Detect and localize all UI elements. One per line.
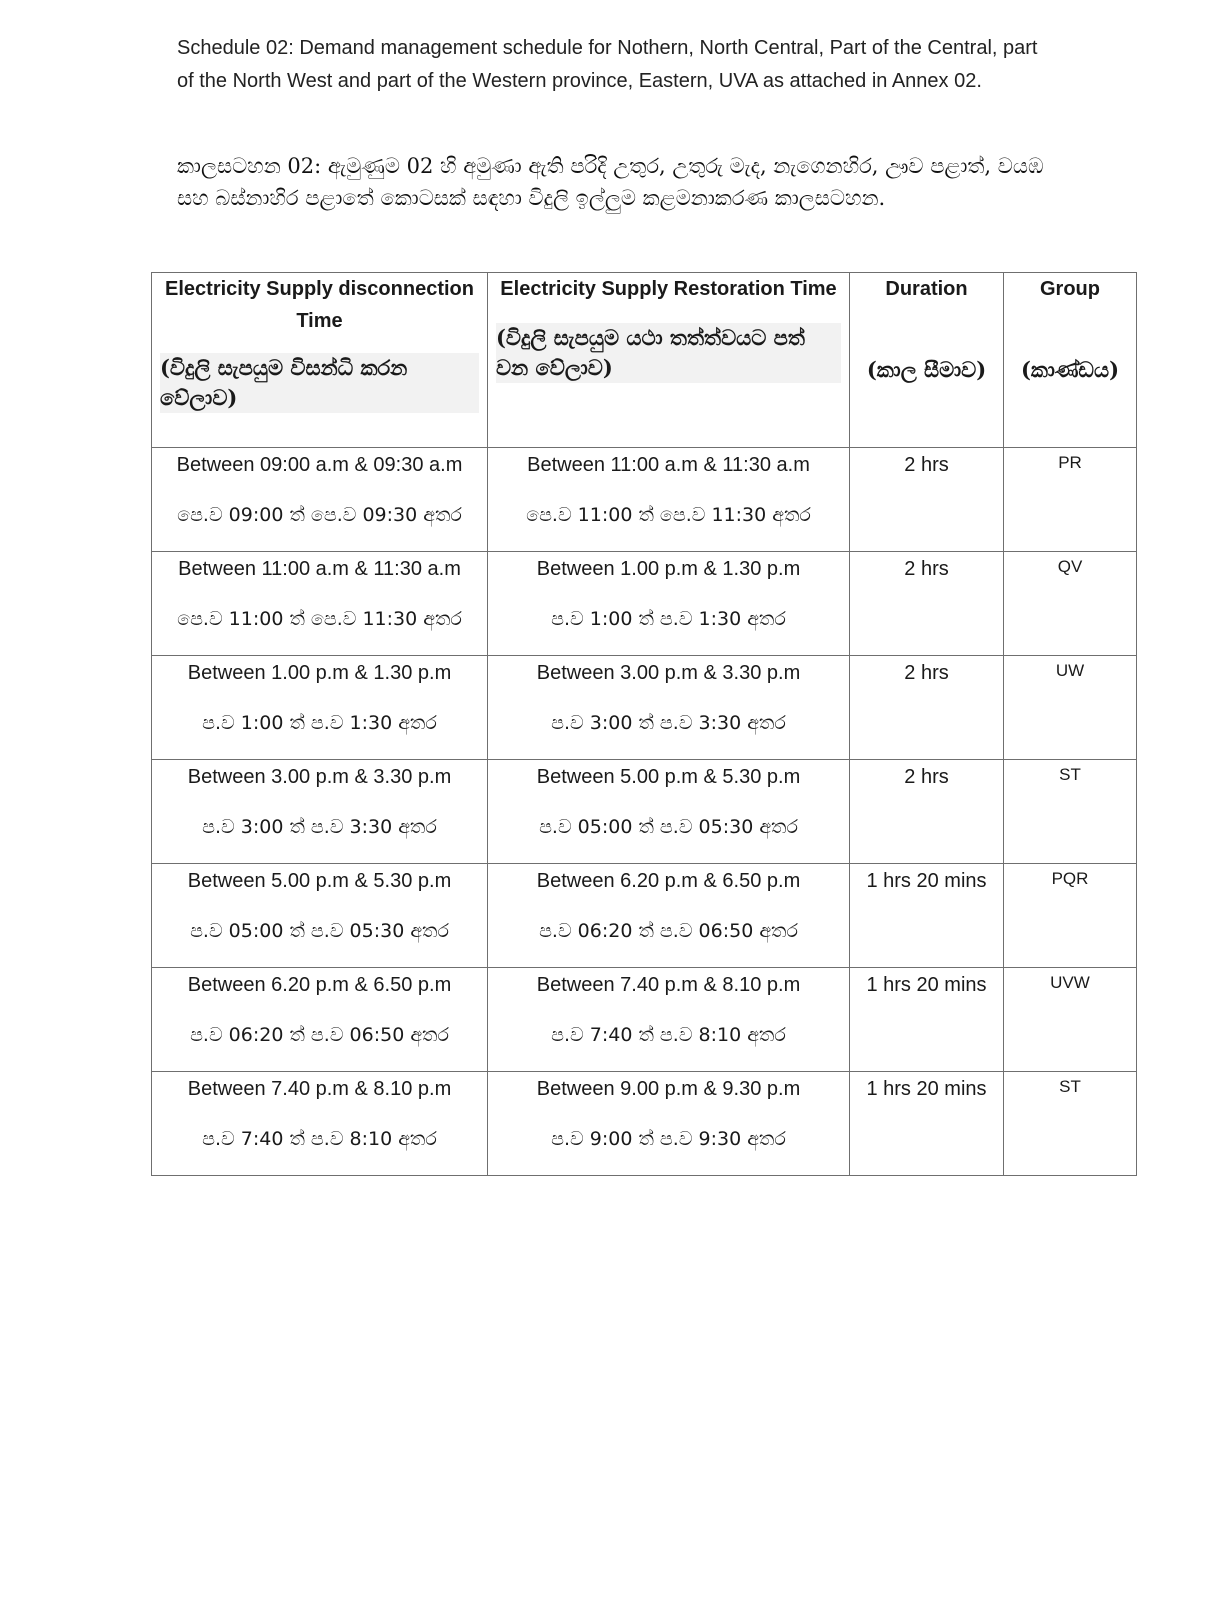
restoration-time-sinhala: ප.ව 3:00 ත් ප.ව 3:30 අතර: [551, 712, 786, 734]
disconnection-time-english: Between 5.00 p.m & 5.30 p.m: [187, 870, 452, 892]
group-value: ST: [1059, 1077, 1081, 1096]
table-row: [152, 448, 1137, 552]
disconnection-time-sinhala: ප.ව 06:20 ත් ප.ව 06:50 අතර: [190, 1024, 449, 1046]
restoration-time-sinhala: ප.ව 06:20 ත් ප.ව 06:50 අතර: [539, 920, 798, 942]
duration-value: 2 hrs: [904, 662, 949, 684]
disconnection-cell: [152, 656, 488, 760]
schedule-intro-english: Schedule 02: Demand management schedule for Nothern, North Central, Part of the Central, part of the North West and part of the Western province, Eastern, UVA as attached in Annex 02.: [177, 37, 1038, 92]
duration-cell: [850, 448, 1004, 552]
schedule-table: [151, 272, 1137, 1176]
header-restoration-time: [488, 273, 850, 448]
header-label-english: Electricity Supply disconnection Time: [165, 278, 474, 332]
restoration-time-english: Between 6.20 p.m & 6.50 p.m: [536, 870, 801, 892]
disconnection-cell: [152, 864, 488, 968]
group-value: PR: [1058, 453, 1082, 472]
table-row: [152, 552, 1137, 656]
disconnection-time-english: Between 7.40 p.m & 8.10 p.m: [187, 1078, 452, 1100]
group-cell: [1004, 968, 1137, 1072]
duration-cell: [850, 552, 1004, 656]
duration-value: 1 hrs 20 mins: [866, 1078, 987, 1100]
header-label-sinhala: (කාල සීමාව): [866, 357, 987, 382]
restoration-cell: [488, 448, 850, 552]
header-label-sinhala: (කාණ්ඩය): [1020, 357, 1120, 382]
group-cell: [1004, 760, 1137, 864]
duration-value: 1 hrs 20 mins: [866, 974, 987, 996]
disconnection-time-sinhala: ප.ව 7:40 ත් ප.ව 8:10 අතර: [202, 1128, 437, 1150]
disconnection-time-sinhala: පෙ.ව 09:00 ත් පෙ.ව 09:30 අතර: [177, 504, 462, 526]
disconnection-cell: [152, 552, 488, 656]
disconnection-time-english: Between 6.20 p.m & 6.50 p.m: [187, 974, 452, 996]
disconnection-cell: [152, 760, 488, 864]
restoration-time-sinhala: ප.ව 7:40 ත් ප.ව 8:10 අතර: [551, 1024, 786, 1046]
restoration-cell: [488, 968, 850, 1072]
restoration-time-english: Between 9.00 p.m & 9.30 p.m: [536, 1078, 801, 1100]
table-row: [152, 1072, 1137, 1176]
group-value: QV: [1057, 557, 1083, 576]
header-label-sinhala: (විදුලි සැපයුම විසන්ධි කරන වේලාව): [160, 353, 479, 413]
header-disconnection-time: [152, 273, 488, 448]
restoration-cell: [488, 552, 850, 656]
duration-cell: [850, 1072, 1004, 1176]
disconnection-time-english: Between 11:00 a.m & 11:30 a.m: [178, 558, 461, 580]
disconnection-cell: [152, 1072, 488, 1176]
group-cell: [1004, 1072, 1137, 1176]
group-cell: [1004, 448, 1137, 552]
schedule-intro-sinhala: කාලසටහන 02: ඇමුණුම 02 හි අමුණා ඇති පරිදි උතුර, උතුරු මැද, නැගෙනහිර, ඌව පළාත්, වයඹ සහ බස්නාහිර පළාතේ කොටසක් සඳහා විදුලි ඉල්ලුම කළමනාකරණ කාලසටහන.: [177, 154, 1044, 210]
restoration-time-sinhala: ප.ව 9:00 ත් ප.ව 9:30 අතර: [551, 1128, 786, 1150]
group-cell: [1004, 656, 1137, 760]
disconnection-time-english: Between 09:00 a.m & 09:30 a.m: [176, 454, 463, 476]
duration-cell: [850, 968, 1004, 1072]
disconnection-time-english: Between 1.00 p.m & 1.30 p.m: [187, 662, 452, 684]
duration-value: 2 hrs: [904, 454, 949, 476]
disconnection-time-sinhala: ප.ව 3:00 ත් ප.ව 3:30 අතර: [202, 816, 437, 838]
group-value: UVW: [1050, 973, 1090, 992]
duration-cell: [850, 760, 1004, 864]
disconnection-time-sinhala: ප.ව 05:00 ත් ප.ව 05:30 අතර: [190, 920, 449, 942]
group-cell: [1004, 864, 1137, 968]
disconnection-cell: [152, 448, 488, 552]
restoration-cell: [488, 1072, 850, 1176]
group-value: UW: [1055, 661, 1085, 680]
disconnection-time-english: Between 3.00 p.m & 3.30 p.m: [187, 766, 452, 788]
table-row: [152, 968, 1137, 1072]
table-row: [152, 760, 1137, 864]
table-row: [152, 656, 1137, 760]
header-group: [1004, 273, 1137, 448]
duration-cell: [850, 864, 1004, 968]
restoration-time-sinhala: පෙ.ව 11:00 ත් පෙ.ව 11:30 අතර: [526, 504, 811, 526]
restoration-cell: [488, 656, 850, 760]
header-label-english: Electricity Supply Restoration Time: [500, 278, 837, 300]
duration-cell: [850, 656, 1004, 760]
header-label-english: Duration: [885, 278, 968, 300]
restoration-time-english: Between 7.40 p.m & 8.10 p.m: [536, 974, 801, 996]
restoration-time-english: Between 5.00 p.m & 5.30 p.m: [536, 766, 801, 788]
header-duration: [850, 273, 1004, 448]
group-cell: [1004, 552, 1137, 656]
table-row: [152, 864, 1137, 968]
restoration-time-sinhala: ප.ව 1:00 ත් ප.ව 1:30 අතර: [551, 608, 786, 630]
restoration-time-english: Between 1.00 p.m & 1.30 p.m: [536, 558, 801, 580]
restoration-cell: [488, 760, 850, 864]
restoration-time-english: Between 3.00 p.m & 3.30 p.m: [536, 662, 801, 684]
disconnection-time-sinhala: ප.ව 1:00 ත් ප.ව 1:30 අතර: [202, 712, 437, 734]
restoration-time-sinhala: ප.ව 05:00 ත් ප.ව 05:30 අතර: [539, 816, 798, 838]
restoration-time-english: Between 11:00 a.m & 11:30 a.m: [527, 454, 810, 476]
disconnection-cell: [152, 968, 488, 1072]
group-value: ST: [1059, 765, 1081, 784]
header-label-english: Group: [1040, 278, 1100, 300]
restoration-cell: [488, 864, 850, 968]
table-header-row: [152, 273, 1137, 448]
duration-value: 1 hrs 20 mins: [866, 870, 987, 892]
header-label-sinhala: (විදුලි සැපයුම යථා තත්ත්වයට පත් වන වේලාව): [496, 323, 841, 383]
group-value: PQR: [1051, 869, 1089, 888]
disconnection-time-sinhala: පෙ.ව 11:00 ත් පෙ.ව 11:30 අතර: [177, 608, 462, 630]
duration-value: 2 hrs: [904, 558, 949, 580]
duration-value: 2 hrs: [904, 766, 949, 788]
